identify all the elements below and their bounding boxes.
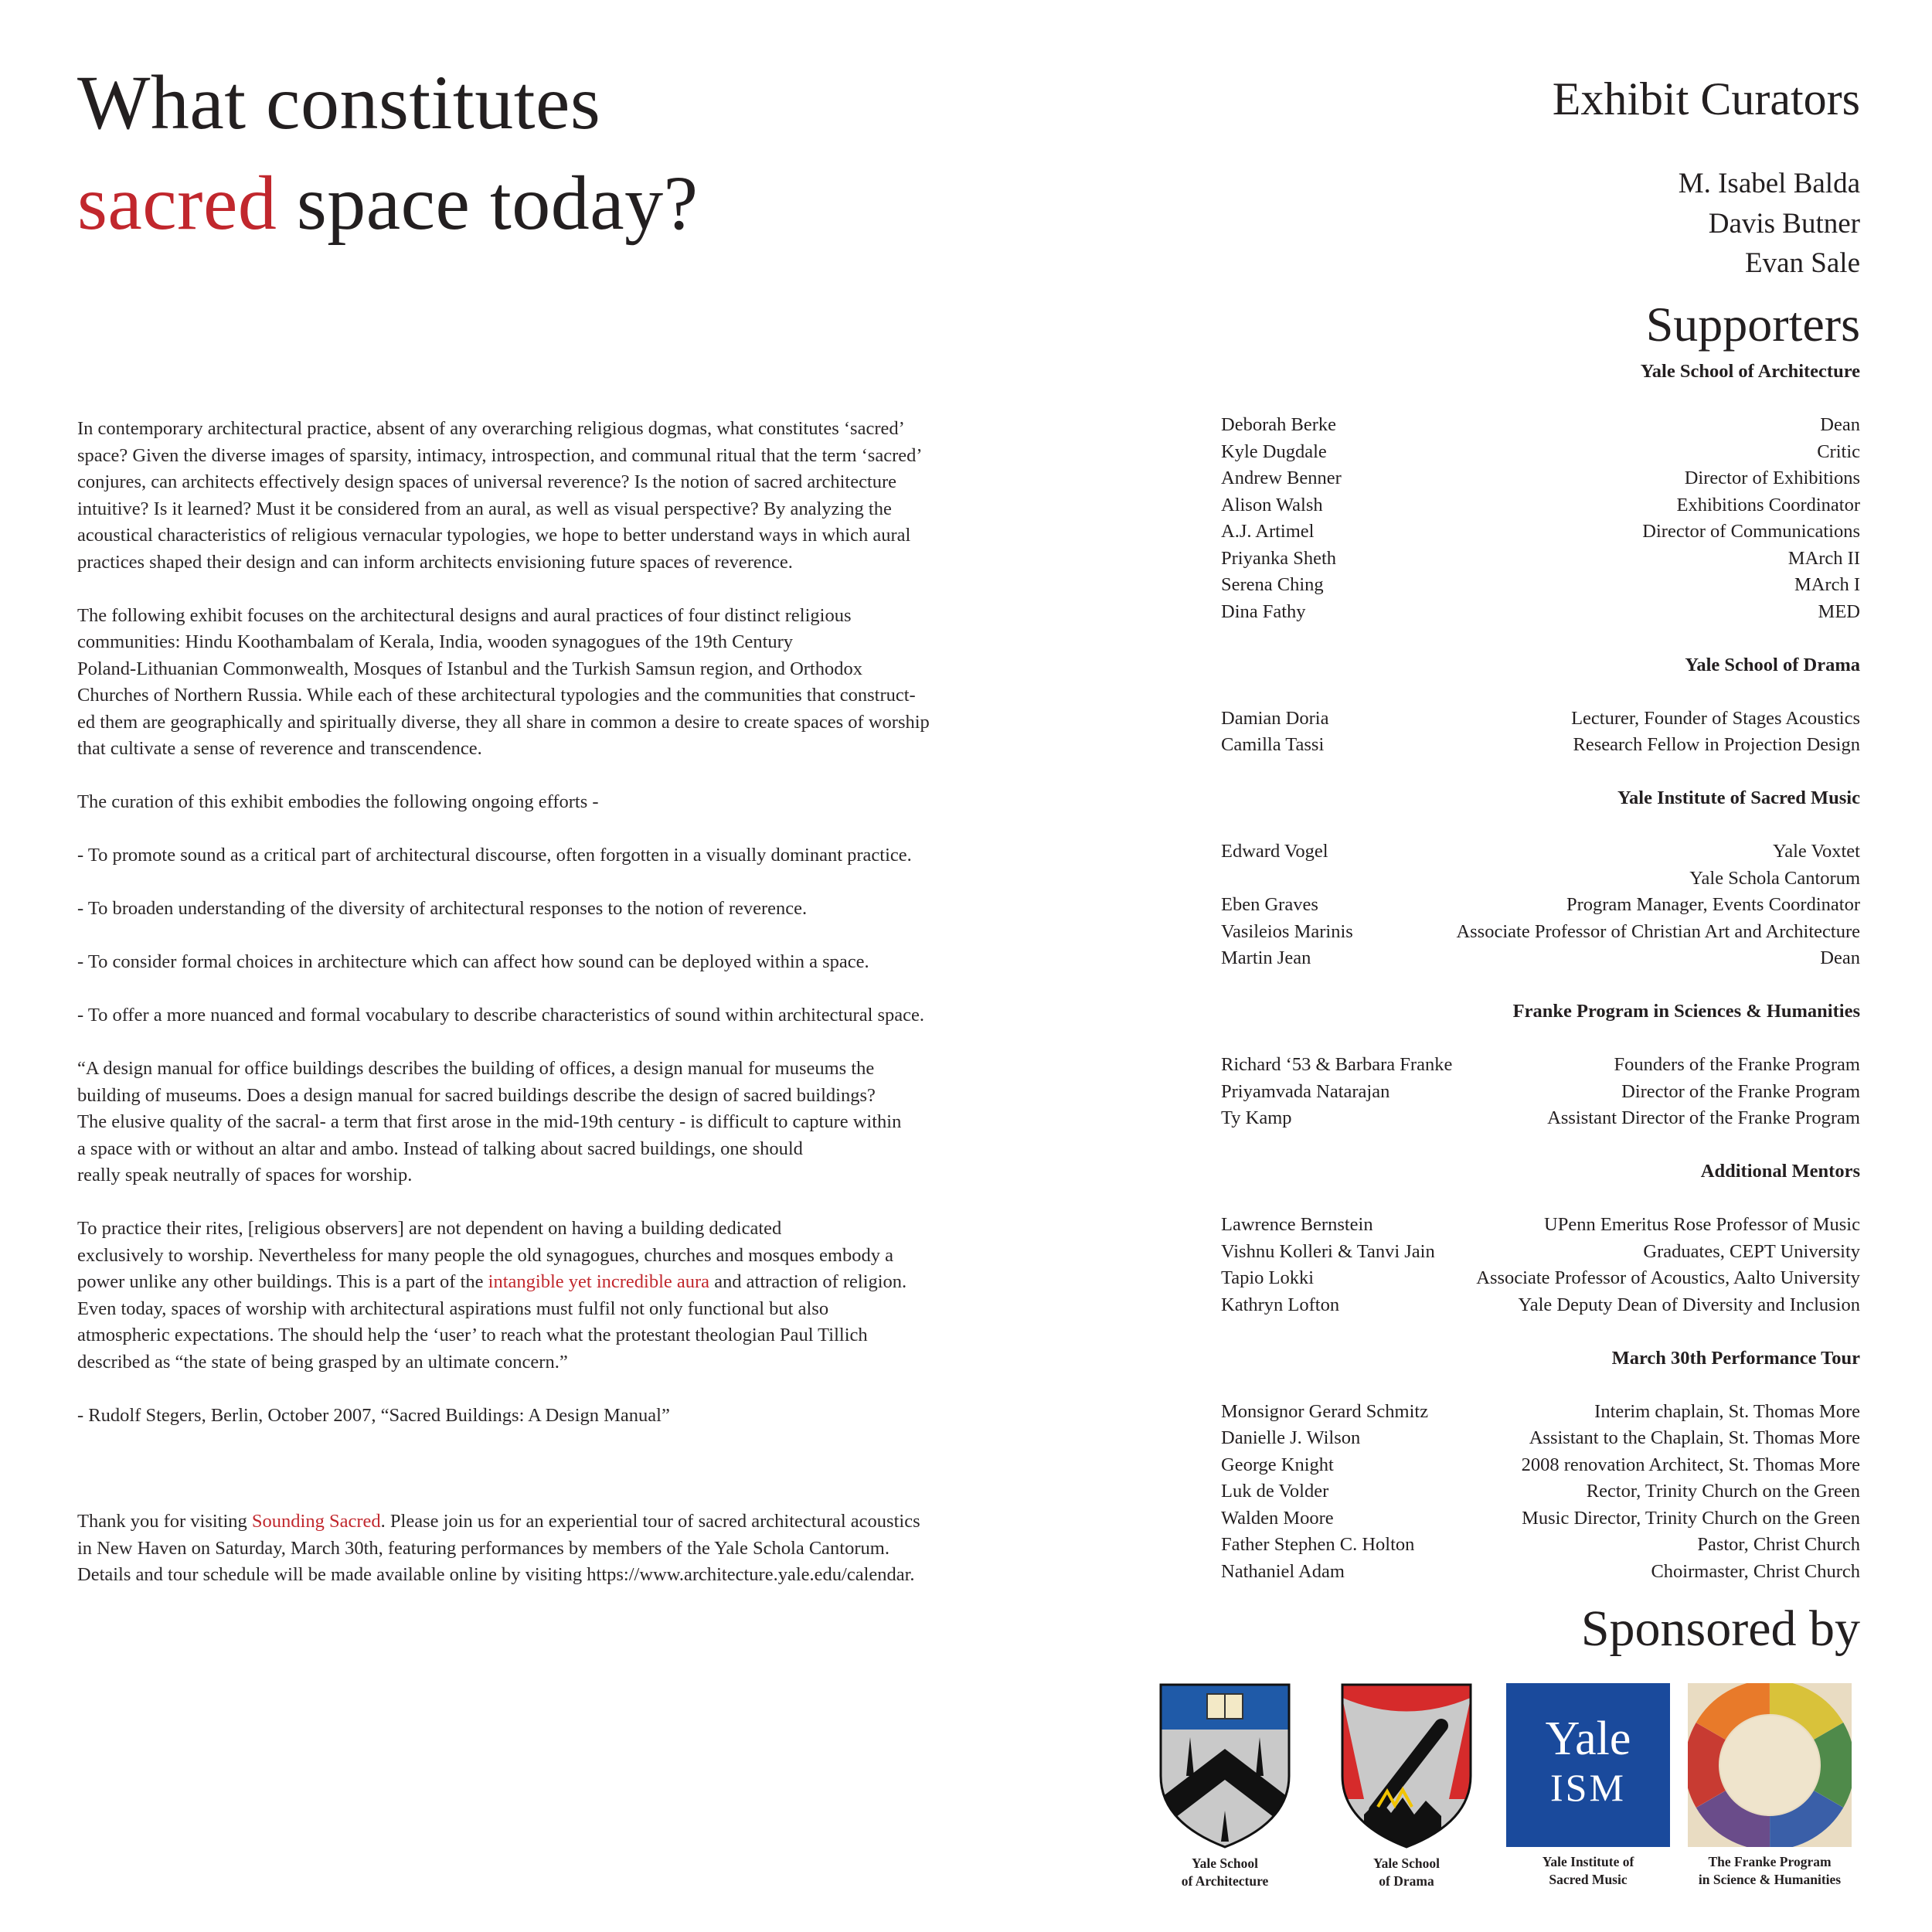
supporter-row xyxy=(1221,919,1860,946)
supporter-role: Director of Communications xyxy=(1642,521,1860,542)
supporter-name: Danielle J. Wilson xyxy=(1221,1427,1361,1448)
supporter-role: 2008 renovation Architect, St. Thomas More xyxy=(1521,1454,1860,1475)
supporter-name: Ty Kamp xyxy=(1221,1107,1292,1128)
yale-drama-shield-icon xyxy=(1341,1683,1472,1849)
supporter-name: Andrew Benner xyxy=(1221,468,1342,488)
exhibit-name: Sounding Sacred xyxy=(251,1511,381,1532)
supporter-name: Kyle Dugdale xyxy=(1221,440,1327,462)
group-title: Franke Program in Sciences & Humanities xyxy=(1512,1001,1860,1022)
caption-line: Yale School xyxy=(1191,1855,1259,1871)
supporter-name: A.J. Artimel xyxy=(1221,521,1315,542)
text-line: atmospheric expectations. The should help the ‘user’ to reach what the protestant theologian Paul Tillich xyxy=(77,1325,868,1345)
caption-line: Yale School xyxy=(1372,1855,1440,1871)
bullet-item: - To broaden understanding of the diversity of architectural responses to the notion of reverence. xyxy=(77,898,808,919)
supporter-name: Eben Graves xyxy=(1221,894,1318,915)
supporter-group xyxy=(1221,1158,1860,1318)
supporter-row xyxy=(1221,1478,1860,1505)
text-line: Even today, spaces of worship with architectural aspirations must fulfil not only functional but also xyxy=(77,1298,829,1319)
supporter-name: Edward Vogel xyxy=(1221,841,1328,862)
supporter-role: Dean xyxy=(1820,414,1860,435)
supporter-name: Priyamvada Natarajan xyxy=(1221,1080,1390,1102)
text-span: and attraction of religion. xyxy=(709,1271,907,1292)
supporter-name: Luk de Volder xyxy=(1221,1481,1329,1502)
sponsor-logos xyxy=(1136,1683,1870,1915)
supporter-role: Critic xyxy=(1817,440,1860,462)
supporter-row xyxy=(1221,1505,1860,1532)
supporter-row xyxy=(1221,1399,1860,1426)
supporter-role: MArch II xyxy=(1787,547,1860,569)
caption-line: The Franke Program xyxy=(1708,1854,1832,1869)
caption-line: Sacred Music xyxy=(1549,1872,1628,1887)
supporter-name: Lawrence Bernstein xyxy=(1221,1214,1373,1235)
supporter-role: Associate Professor of Acoustics, Aalto University xyxy=(1476,1267,1860,1288)
bullet-item: - To promote sound as a critical part of architectural discourse, often forgotten in a visually dominant practice. xyxy=(77,845,912,866)
headline-line-1: What constitutes xyxy=(77,60,601,145)
group-title: March 30th Performance Tour xyxy=(1611,1347,1860,1369)
supporter-row xyxy=(1221,892,1860,919)
supporter-name: Father Stephen C. Holton xyxy=(1221,1534,1415,1555)
supporter-role: Research Fellow in Projection Design xyxy=(1573,734,1860,755)
group-title: Additional Mentors xyxy=(1700,1161,1860,1182)
headline-line-2 xyxy=(77,153,974,253)
page-headline xyxy=(77,53,974,253)
supporter-role: Choirmaster, Christ Church xyxy=(1651,1560,1860,1582)
text-line: Details and tour schedule will be made available online by visiting https://www.architecture.yale.edu/calendar. xyxy=(77,1564,915,1585)
curators-heading: Exhibit Curators xyxy=(1552,73,1860,124)
headline-red-word: sacred xyxy=(77,160,277,246)
supporter-row xyxy=(1221,945,1860,972)
text-line: described as “the state of being grasped by an ultimate concern.” xyxy=(77,1351,568,1372)
yale-architecture-shield-icon xyxy=(1159,1683,1291,1849)
supporter-role: UPenn Emeritus Rose Professor of Music xyxy=(1544,1214,1860,1235)
text-line: practices shaped their design and can inform architects envisioning future spaces of reverence. xyxy=(77,551,793,573)
supporter-role: Yale Voxtet xyxy=(1772,841,1860,862)
sponsor-logo-franke xyxy=(1681,1683,1859,1889)
supporter-role: Founders of the Franke Program xyxy=(1614,1054,1860,1075)
text-line: communities: Hindu Koothambalam of Kerala, India, wooden synagogues of the 19th Century xyxy=(77,631,794,652)
supporter-name: Vasileios Marinis xyxy=(1221,920,1353,942)
bullet-item: - To offer a more nuanced and formal vocabulary to describe characteristics of sound within architectural space. xyxy=(77,1005,925,1026)
text-span: power unlike any other buildings. This is a part of the xyxy=(77,1271,488,1292)
sponsor-logo-architecture xyxy=(1136,1683,1314,1890)
supporter-row xyxy=(1221,866,1860,893)
supporter-role: Exhibitions Coordinator xyxy=(1676,494,1860,515)
supporter-name: Damian Doria xyxy=(1221,707,1329,729)
supporter-name: Vishnu Kolleri & Tanvi Jain xyxy=(1221,1240,1435,1262)
color-wheel-icon xyxy=(1688,1683,1852,1847)
supporter-row xyxy=(1221,1052,1860,1079)
group-title: Yale Institute of Sacred Music xyxy=(1617,787,1860,808)
supporter-role: MArch I xyxy=(1794,574,1860,595)
supporter-row xyxy=(1221,492,1860,519)
supporter-row xyxy=(1221,1265,1860,1292)
supporter-role: Assistant to the Chaplain, St. Thomas More xyxy=(1529,1427,1860,1448)
supporter-name: Priyanka Sheth xyxy=(1221,547,1337,569)
supporter-row xyxy=(1221,1425,1860,1452)
text-line: in New Haven on Saturday, March 30th, featuring performances by members of the Yale Schola Cantorum. xyxy=(77,1537,889,1559)
supporter-role: Director of the Franke Program xyxy=(1621,1080,1860,1102)
supporter-role: Yale Deputy Dean of Diversity and Inclusion xyxy=(1518,1294,1860,1315)
supporter-name: Alison Walsh xyxy=(1221,494,1323,515)
text-line: The following exhibit focuses on the architectural designs and aural practices of four distinct religious xyxy=(77,604,852,626)
supporter-row xyxy=(1221,599,1860,626)
supporter-role: Graduates, CEPT University xyxy=(1643,1240,1860,1262)
supporter-role: Dean xyxy=(1820,947,1860,968)
supporter-role: Pastor, Christ Church xyxy=(1697,1534,1860,1555)
supporter-name: Deborah Berke xyxy=(1221,414,1336,435)
supporter-name: Monsignor Gerard Schmitz xyxy=(1221,1400,1429,1422)
highlighted-phrase: intangible yet incredible aura xyxy=(488,1271,710,1292)
text-line: building of museums. Does a design manual for sacred buildings describe the design of sacred buildings? xyxy=(77,1084,876,1106)
text-line: a space with or without an altar and ambo. Instead of talking about sacred buildings, one should xyxy=(77,1138,803,1159)
curator-name: M. Isabel Balda xyxy=(1678,168,1860,199)
curator-list xyxy=(1679,164,1860,284)
supporter-role: Program Manager, Events Coordinator xyxy=(1566,894,1860,915)
supporter-name: George Knight xyxy=(1221,1454,1334,1475)
supporter-group xyxy=(1221,652,1860,759)
supporter-row xyxy=(1221,1105,1860,1132)
text-span: . Please join us for an experiential tour of sacred architectural acoustics xyxy=(380,1511,920,1532)
text-line: In contemporary architectural practice, absent of any overarching religious dogmas, what constitutes ‘sacred’ xyxy=(77,418,905,439)
text-line: Churches of Northern Russia. While each of these architectural typologies and the communities that construct- xyxy=(77,685,916,706)
body-text xyxy=(77,416,1005,1589)
text-line: conjures, can architects effectively design spaces of universal reverence? Is the notion of sacred architecture xyxy=(77,471,897,492)
supporter-row xyxy=(1221,439,1860,466)
text-line xyxy=(77,1269,1005,1296)
text-line: To practice their rites, [religious observers] are not dependent on having a building dedicated xyxy=(77,1218,782,1239)
group-title: Yale School of Drama xyxy=(1685,654,1860,675)
exhibit-focus-paragraph xyxy=(77,603,1005,763)
supporter-role: Lecturer, Founder of Stages Acoustics xyxy=(1571,707,1860,729)
supporter-group xyxy=(1221,785,1860,972)
sponsor-logo-drama xyxy=(1318,1683,1495,1890)
intro-paragraph xyxy=(77,416,1005,576)
sponsored-heading: Sponsored by xyxy=(1580,1600,1860,1657)
bullet-item: - To consider formal choices in architecture which can affect how sound can be deployed within a space. xyxy=(77,951,869,972)
ism-mark-line2: ISM xyxy=(1550,1766,1626,1809)
supporter-name: Kathryn Lofton xyxy=(1221,1294,1340,1315)
caption-line: of Architecture xyxy=(1181,1873,1269,1889)
text-line: that cultivate a sense of reverence and transcendence. xyxy=(77,738,482,759)
supporter-row xyxy=(1221,1239,1860,1266)
supporter-row xyxy=(1221,465,1860,492)
supporter-role: Yale Schola Cantorum xyxy=(1689,867,1860,889)
supporter-name: Richard ‘53 & Barbara Franke xyxy=(1221,1054,1453,1075)
supporter-role: Interim chaplain, St. Thomas More xyxy=(1594,1400,1860,1422)
text-span: Thank you for visiting xyxy=(77,1511,252,1532)
text-line: space? Given the diverse images of sparsity, intimacy, introspection, and communal ritual that the term ‘sacred’ xyxy=(77,444,923,466)
supporter-row xyxy=(1221,838,1860,866)
supporter-row xyxy=(1221,519,1860,546)
curation-intro: The curation of this exhibit embodies the following ongoing efforts - xyxy=(77,791,599,812)
supporters-heading: Supporters xyxy=(1645,297,1860,352)
supporter-name: Tapio Lokki xyxy=(1221,1267,1315,1288)
text-line xyxy=(77,1509,1005,1536)
supporter-row xyxy=(1221,732,1860,759)
yale-ism-logo xyxy=(1506,1683,1670,1847)
logo-caption xyxy=(1499,1853,1677,1889)
text-line: exclusively to worship. Nevertheless for many people the old synagogues, churches and mosques embody a xyxy=(77,1244,893,1266)
supporter-row xyxy=(1221,706,1860,733)
curator-name: Evan Sale xyxy=(1745,247,1860,279)
supporter-group xyxy=(1221,998,1860,1132)
supporter-row xyxy=(1221,1452,1860,1479)
supporter-row xyxy=(1221,572,1860,599)
supporter-row xyxy=(1221,546,1860,573)
text-line: acoustical characteristics of religious vernacular typologies, we hope to better understand ways in which aural xyxy=(77,525,911,546)
headline-rest: space today? xyxy=(277,160,699,246)
supporter-role: MED xyxy=(1818,600,1860,622)
sponsor-logo-ism xyxy=(1499,1683,1677,1889)
group-title: Yale School of Architecture xyxy=(1640,361,1860,382)
logo-caption xyxy=(1681,1853,1859,1889)
supporter-role: Assistant Director of the Franke Program xyxy=(1547,1107,1860,1128)
quote-attribution: - Rudolf Stegers, Berlin, October 2007, “Sacred Buildings: A Design Manual” xyxy=(77,1404,670,1426)
supporter-row xyxy=(1221,1532,1860,1559)
supporter-row xyxy=(1221,1292,1860,1319)
supporter-name: Dina Fathy xyxy=(1221,600,1306,622)
text-line: Poland-Lithuanian Commonwealth, Mosques of Istanbul and the Turkish Samsun region, and Orthodox xyxy=(77,658,862,679)
text-line: intuitive? Is it learned? Must it be considered from an aural, as well as visual perspective? By analyzing the xyxy=(77,498,892,519)
supporter-name: Martin Jean xyxy=(1221,947,1311,968)
caption-line: of Drama xyxy=(1379,1873,1434,1889)
supporter-name: Camilla Tassi xyxy=(1221,734,1325,755)
text-line: “A design manual for office buildings describes the building of offices, a design manual for museums the xyxy=(77,1058,875,1079)
thanks-paragraph xyxy=(77,1509,1005,1589)
curator-name: Davis Butner xyxy=(1708,207,1860,240)
supporter-name: Serena Ching xyxy=(1221,574,1324,595)
text-line: The elusive quality of the sacral- a term that first arose in the mid-19th century - is difficult to capture within xyxy=(77,1111,902,1132)
text-line: ed them are geographically and spiritually diverse, they all share in common a desire to create spaces of worship xyxy=(77,711,930,733)
supporter-row xyxy=(1221,1079,1860,1106)
text-line: really speak neutrally of spaces for worship. xyxy=(77,1165,413,1185)
logo-caption xyxy=(1318,1855,1495,1890)
supporter-row xyxy=(1221,412,1860,439)
caption-line: in Science & Humanities xyxy=(1698,1872,1842,1887)
logo-caption xyxy=(1136,1855,1314,1890)
supporter-role: Director of Exhibitions xyxy=(1684,468,1860,488)
supporter-name: Nathaniel Adam xyxy=(1221,1560,1345,1582)
supporter-group xyxy=(1221,359,1860,625)
supporter-group xyxy=(1221,1345,1860,1586)
quote-paragraph-2 xyxy=(77,1216,1005,1376)
supporter-row xyxy=(1221,1559,1860,1586)
supporter-name: Walden Moore xyxy=(1221,1507,1334,1529)
supporter-role: Music Director, Trinity Church on the Green xyxy=(1522,1507,1860,1529)
supporter-role: Associate Professor of Christian Art and Architecture xyxy=(1456,920,1860,942)
caption-line: Yale Institute of xyxy=(1542,1854,1634,1869)
supporter-row xyxy=(1221,1212,1860,1239)
supporters-list xyxy=(1221,359,1860,1612)
quote-paragraph-1 xyxy=(77,1056,1005,1189)
ism-mark-line1: Yale xyxy=(1545,1713,1631,1765)
supporter-role: Rector, Trinity Church on the Green xyxy=(1586,1481,1860,1502)
